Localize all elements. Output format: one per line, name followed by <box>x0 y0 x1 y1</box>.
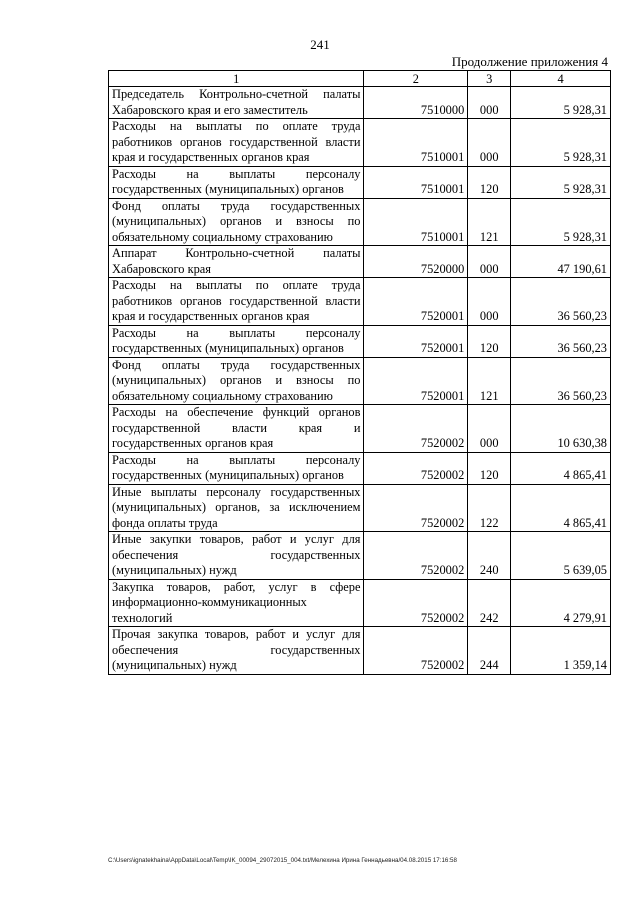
row-code: 7520001 <box>364 325 468 357</box>
row-expense-type: 240 <box>468 532 511 580</box>
row-amount: 10 630,38 <box>511 405 611 453</box>
header-col-4: 4 <box>511 71 611 87</box>
row-description: Фонд оплаты труда государственных (муниципальных) органов и взносы по обязательному социальному страхованию <box>109 198 364 246</box>
row-expense-type: 000 <box>468 87 511 119</box>
row-code: 7520002 <box>364 452 468 484</box>
row-expense-type: 121 <box>468 357 511 405</box>
row-code: 7510001 <box>364 166 468 198</box>
row-code: 7520002 <box>364 405 468 453</box>
row-amount: 4 865,41 <box>511 452 611 484</box>
table-row <box>109 87 611 119</box>
table-row <box>109 532 611 580</box>
table-row <box>109 166 611 198</box>
budget-table <box>108 70 611 675</box>
table-row <box>109 278 611 326</box>
row-description: Расходы на обеспечение функций органов государственной власти края и государственных органов края <box>109 405 364 453</box>
table-row <box>109 119 611 167</box>
footer-file-path: C:\Users\ignatekhaina\AppData\Local\Temp\IK_00094_29072015_004.txt/Мелехина Ирина Геннадьевна/04.08.2015 17:16:58 <box>108 857 457 864</box>
table-row <box>109 325 611 357</box>
table-row <box>109 357 611 405</box>
row-expense-type: 121 <box>468 198 511 246</box>
row-amount: 36 560,23 <box>511 357 611 405</box>
row-description: Расходы на выплаты персоналу государственных (муниципальных) органов <box>109 166 364 198</box>
table-row <box>109 484 611 532</box>
row-code: 7510000 <box>364 87 468 119</box>
row-expense-type: 244 <box>468 627 511 675</box>
row-amount: 5 928,31 <box>511 198 611 246</box>
row-amount: 36 560,23 <box>511 325 611 357</box>
table-row <box>109 627 611 675</box>
table-header-row <box>109 71 611 87</box>
row-amount: 36 560,23 <box>511 278 611 326</box>
row-expense-type: 000 <box>468 246 511 278</box>
row-description: Расходы на выплаты по оплате труда работников органов государственной власти края и государственных органов края <box>109 119 364 167</box>
header-col-2: 2 <box>364 71 468 87</box>
header-col-3: 3 <box>468 71 511 87</box>
row-amount: 1 359,14 <box>511 627 611 675</box>
row-description: Иные закупки товаров, работ и услуг для обеспечения государственных (муниципальных) нужд <box>109 532 364 580</box>
row-code: 7520002 <box>364 579 468 627</box>
row-code: 7510001 <box>364 119 468 167</box>
row-description: Аппарат Контрольно-счетной палаты Хабаровского края <box>109 246 364 278</box>
table-row <box>109 405 611 453</box>
row-description: Прочая закупка товаров, работ и услуг для обеспечения государственных (муниципальных) нужд <box>109 627 364 675</box>
continuation-label: Продолжение приложения 4 <box>451 54 608 69</box>
row-code: 7520002 <box>364 532 468 580</box>
row-description: Расходы на выплаты по оплате труда работников органов государственной власти края и государственных органов края <box>109 278 364 326</box>
row-expense-type: 000 <box>468 119 511 167</box>
header-col-1: 1 <box>109 71 364 87</box>
row-description: Закупка товаров, работ, услуг в сфере информационно-коммуникационных технологий <box>109 579 364 627</box>
row-code: 7520002 <box>364 627 468 675</box>
row-description: Иные выплаты персоналу государственных (муниципальных) органов, за исключением фонда оплаты труда <box>109 484 364 532</box>
row-expense-type: 120 <box>468 325 511 357</box>
row-expense-type: 120 <box>468 452 511 484</box>
row-description: Расходы на выплаты персоналу государственных (муниципальных) органов <box>109 452 364 484</box>
row-expense-type: 122 <box>468 484 511 532</box>
row-amount: 5 928,31 <box>511 166 611 198</box>
table-row <box>109 452 611 484</box>
row-code: 7520001 <box>364 357 468 405</box>
row-code: 7520001 <box>364 278 468 326</box>
row-description: Расходы на выплаты персоналу государственных (муниципальных) органов <box>109 325 364 357</box>
row-amount: 5 639,05 <box>511 532 611 580</box>
row-amount: 4 865,41 <box>511 484 611 532</box>
row-code: 7520002 <box>364 484 468 532</box>
row-description: Председатель Контрольно-счетной палаты Хабаровского края и его заместитель <box>109 87 364 119</box>
row-amount: 5 928,31 <box>511 87 611 119</box>
row-amount: 47 190,61 <box>511 246 611 278</box>
table-row <box>109 246 611 278</box>
row-amount: 4 279,91 <box>511 579 611 627</box>
row-code: 7510001 <box>364 198 468 246</box>
row-code: 7520000 <box>364 246 468 278</box>
page-number: 241 <box>310 37 330 52</box>
row-description: Фонд оплаты труда государственных (муниципальных) органов и взносы по обязательному социальному страхованию <box>109 357 364 405</box>
table-row <box>109 198 611 246</box>
row-expense-type: 242 <box>468 579 511 627</box>
row-amount: 5 928,31 <box>511 119 611 167</box>
row-expense-type: 000 <box>468 278 511 326</box>
row-expense-type: 000 <box>468 405 511 453</box>
row-expense-type: 120 <box>468 166 511 198</box>
table-row <box>109 579 611 627</box>
